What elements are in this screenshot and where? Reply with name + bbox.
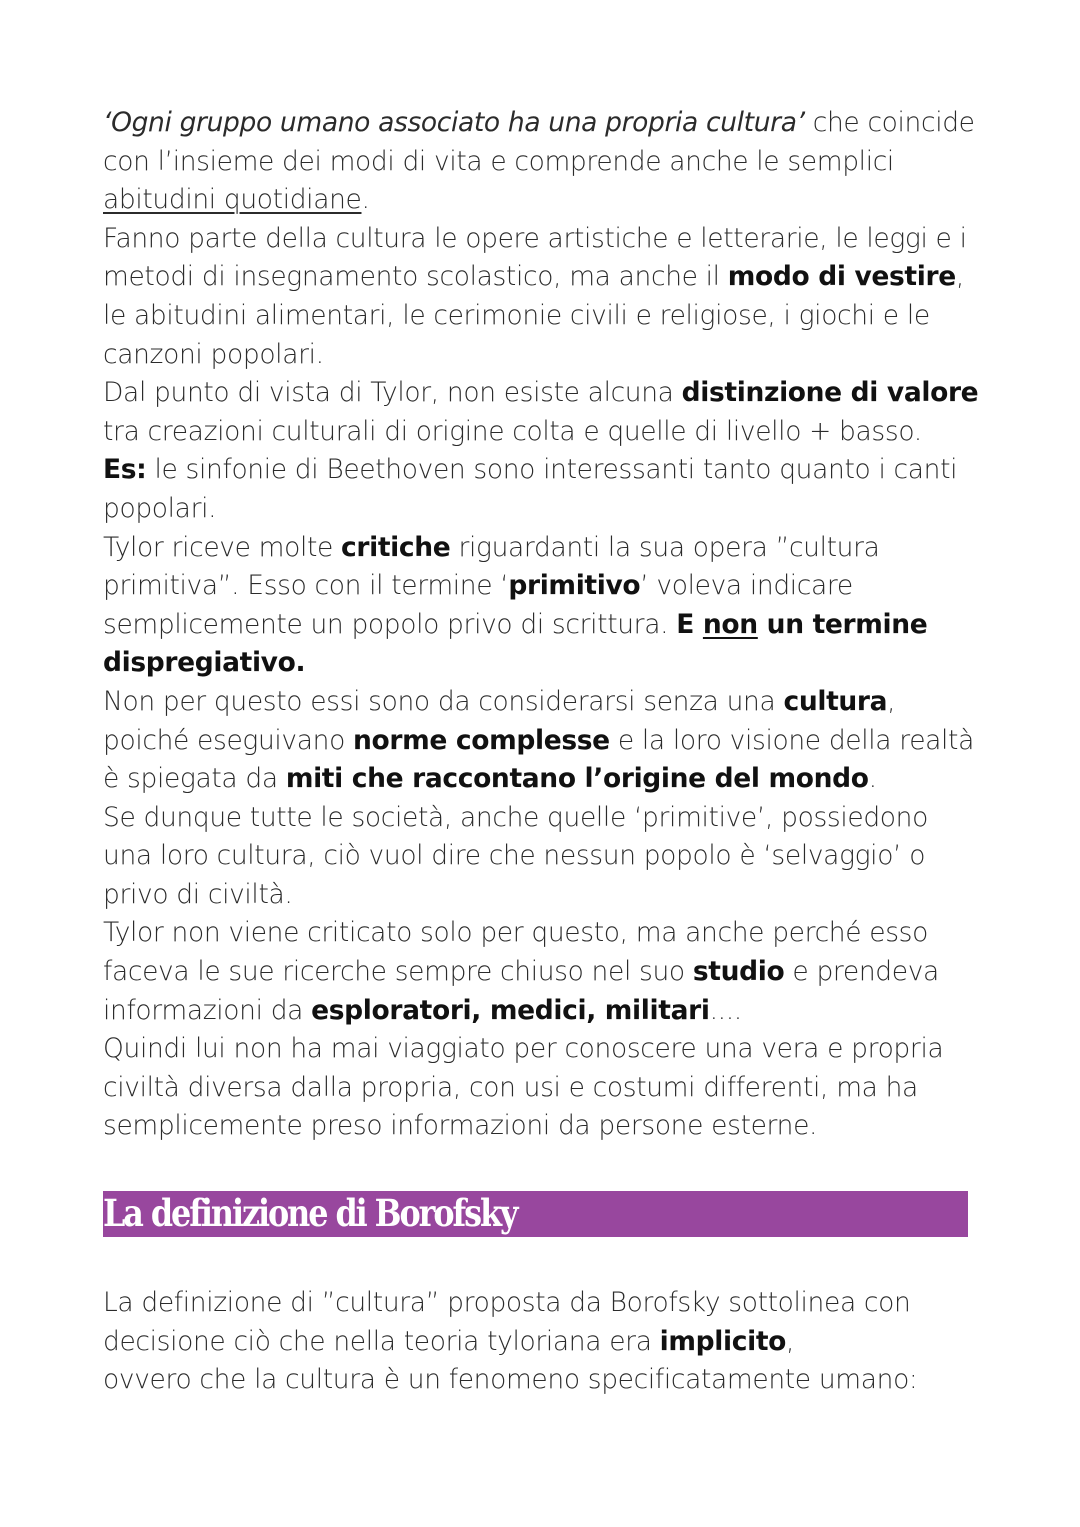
bold-term: distinzione di valore [681, 377, 979, 409]
tylor-quote: ‘Ogni gruppo umano associato ha una propria cultura’ [103, 107, 813, 138]
bold-term: critiche [341, 531, 451, 563]
paragraph-criticism: Tylor riceve molte critiche riguardanti la sua opera ”cultura primitiva”. Esso con il termine ‘primitivo’ voleva indicare semplicemente un popolo privo di scrittura. E non un termine dispregiativo. [103, 531, 928, 679]
bold-term: primitivo [508, 570, 641, 602]
bold-term: studio [692, 956, 785, 988]
paragraph-borofsky-definition: La definizione di ”cultura” proposta da Borofsky sottolinea con decisione ciò che nella teoria tyloriana era implicito, [103, 1287, 911, 1357]
section-heading: La definizione di Borofsky [103, 1191, 517, 1235]
paragraph-culture-elements: Fanno parte della cultura le opere artistiche e letterarie, le leggi e i metodi di insegnamento scolastico, ma anche il modo di vestire, le abitudini alimentari, le cerimonie civili e religiose, i giochi e le canzoni popolari. [103, 222, 967, 370]
body-text-section [103, 104, 983, 1146]
paragraph-value-distinction: Dal punto di vista di Tylor, non esiste alcuna distinzione di valore tra creazioni culturali di origine colta e quelle di livello + basso. [103, 377, 979, 447]
paragraph-primitive-culture: Non per questo essi sono da considerarsi senza una cultura, poiché eseguivano norme complesse e la loro visione della realtà è spiegata da miti che raccontano l’origine del mondo. [103, 685, 974, 795]
underlined-bold-term: non [702, 608, 758, 640]
bold-term: esploratori, medici, militari [311, 994, 710, 1026]
paragraph-armchair-research: Tylor non viene criticato solo per questo, ma anche perché esso faceva le sue ricerche sempre chiuso nel suo studio e prendeva informazioni da esploratori, medici, militari.... [103, 917, 939, 1026]
borofsky-section [103, 1284, 983, 1400]
bold-term: norme complesse [353, 724, 610, 756]
bold-term: modo di vestire [727, 261, 956, 293]
example-label: Es: [103, 454, 147, 486]
paragraph-no-savage-people: Se dunque tutte le società, anche quelle ‘primitive’, possiedono una loro cultura, ciò vuol dire che nessun popolo è ‘selvaggio’ o privo di civiltà. [103, 801, 928, 910]
underlined-term: abitudini quotidiane [103, 184, 362, 216]
paragraph-culture-definition: ‘Ogni gruppo umano associato ha una propria cultura’ che coincide con l’insieme dei modi di vita e comprende anche le semplici abitudini quotidiane. [103, 107, 975, 216]
paragraph-never-travelled: Quindi lui non ha mai viaggiato per conoscere una vera e propria civiltà diversa dalla propria, con usi e costumi differenti, ma ha semplicemente preso informazioni da persone esterne. [103, 1033, 944, 1142]
paragraph-example: Es: le sinfonie di Beethoven sono interessanti tanto quanto i canti popolari. [103, 454, 958, 524]
bold-term: implicito [659, 1325, 787, 1357]
bold-term: cultura [783, 685, 888, 717]
bold-term: miti che raccontano l’origine del mondo [285, 763, 869, 795]
paragraph-human-phenomenon: ovvero che la cultura è un fenomeno specificatamente umano: [103, 1364, 918, 1396]
